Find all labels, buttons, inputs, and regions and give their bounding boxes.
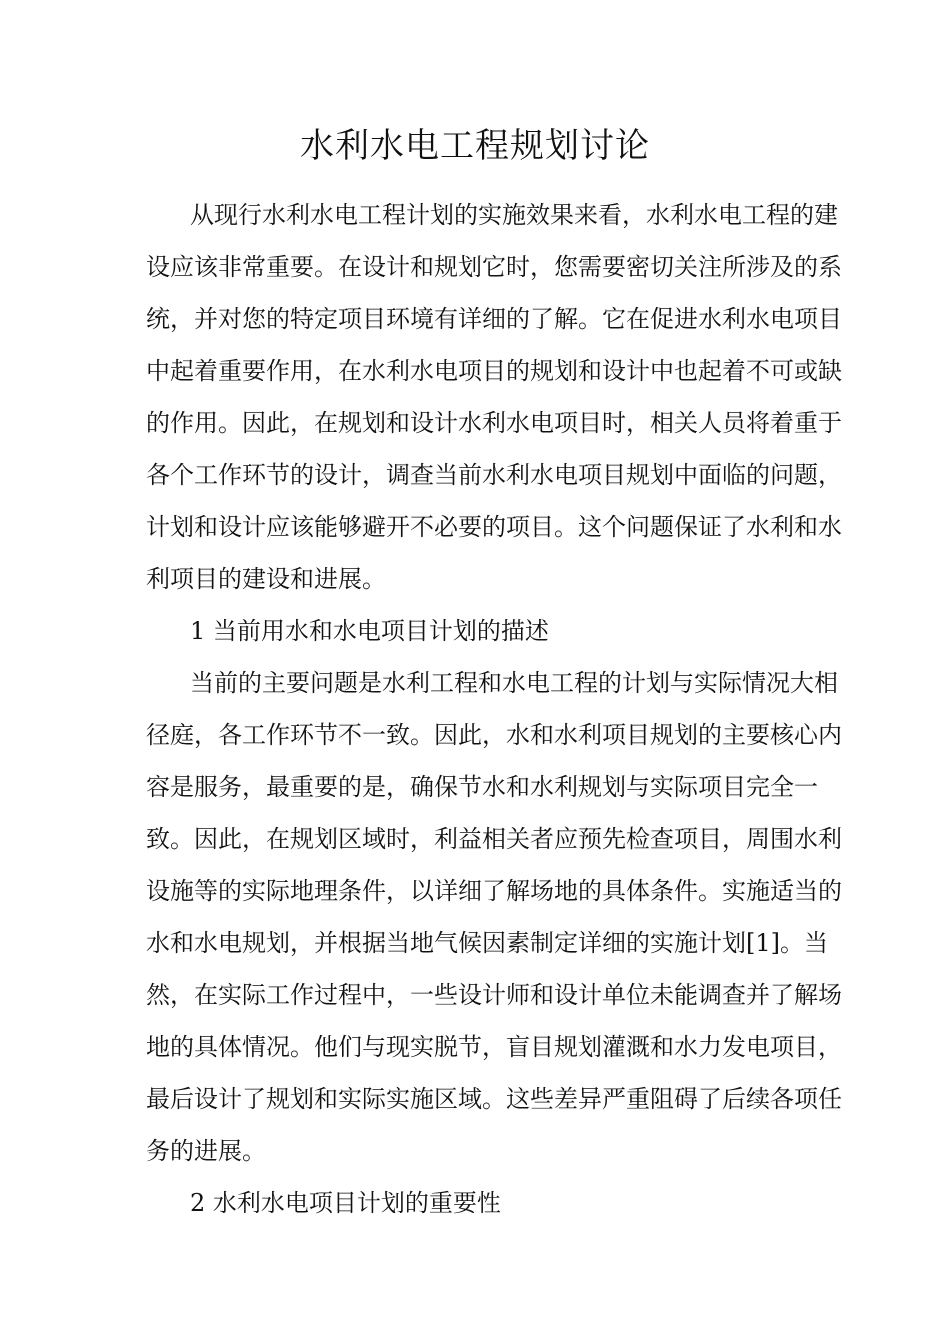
paragraph-1-line-3: 统，并对您的特定项目环境有详细的了解。它在促进水利水电项目 — [146, 305, 842, 333]
paragraph-1-line-2: 设应该非常重要。在设计和规划它时，您需要密切关注所涉及的系 — [146, 253, 842, 281]
paragraph-1-line-4: 中起着重要作用，在水利水电项目的规划和设计中也起着不可或缺 — [146, 357, 842, 385]
paragraph-2-line-8: 地的具体情况。他们与现实脱节，盲目规划灌溉和水力发电项目， — [146, 1033, 842, 1061]
paragraph-1-line-8: 利项目的建设和进展。 — [146, 565, 386, 593]
paragraph-1-line-5: 的作用。因此，在规划和设计水利水电项目时，相关人员将着重于 — [146, 409, 842, 437]
section-heading-1: 1 当前用水和水电项目计划的描述 — [190, 617, 549, 645]
paragraph-2-line-5: 设施等的实际地理条件，以详细了解场地的具体条件。实施适当的 — [146, 877, 842, 905]
paragraph-2-line-6: 水和水电规划，并根据当地气候因素制定详细的实施计划[1]。当 — [146, 929, 828, 957]
paragraph-2-line-1: 当前的主要问题是水利工程和水电工程的计划与实际情况大相 — [190, 669, 838, 697]
paragraph-2-line-7: 然，在实际工作过程中，一些设计师和设计单位未能调查并了解场 — [146, 981, 842, 1009]
paragraph-2-line-10: 务的进展。 — [146, 1137, 266, 1165]
paragraph-2-line-4: 致。因此，在规划区域时，利益相关者应预先检查项目，周围水利 — [146, 825, 842, 853]
section-heading-2: 2 水利水电项目计划的重要性 — [190, 1189, 501, 1217]
paragraph-1-line-6: 各个工作环节的设计，调查当前水利水电项目规划中面临的问题， — [146, 461, 842, 489]
paragraph-2-line-3: 容是服务，最重要的是，确保节水和水利规划与实际项目完全一 — [146, 773, 818, 801]
document-title: 水利水电工程规划讨论 — [300, 126, 650, 166]
paragraph-2-line-2: 径庭，各工作环节不一致。因此，水和水利项目规划的主要核心内 — [146, 721, 842, 749]
paragraph-2-line-9: 最后设计了规划和实际实施区域。这些差异严重阻碍了后续各项任 — [146, 1085, 842, 1113]
paragraph-1-line-7: 计划和设计应该能够避开不必要的项目。这个问题保证了水利和水 — [146, 513, 842, 541]
paragraph-1-line-1: 从现行水利水电工程计划的实施效果来看，水利水电工程的建 — [190, 201, 838, 229]
